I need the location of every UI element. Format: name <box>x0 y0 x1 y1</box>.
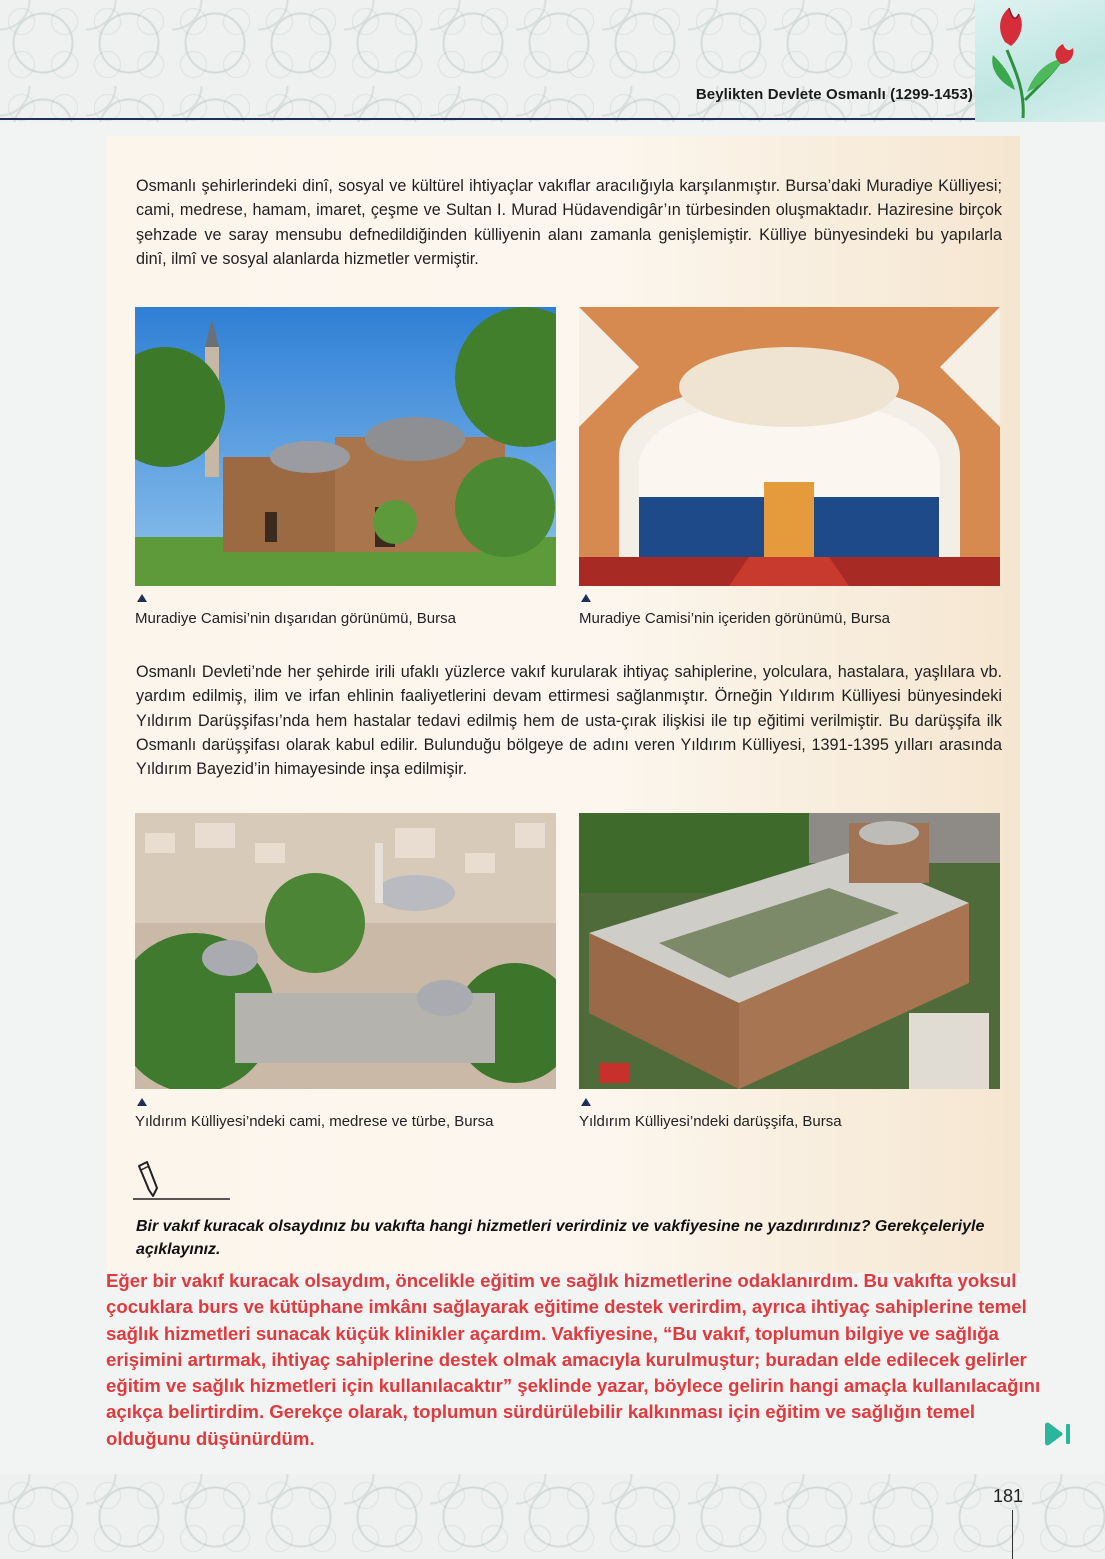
caption-marker <box>581 594 591 602</box>
header-pattern <box>0 0 1105 122</box>
photo-yildirim-complex <box>135 813 556 1089</box>
photo-caption: Muradiye Camisi’nin dışarıdan görünümü, Bursa <box>135 610 456 627</box>
photo-caption: Yıldırım Külliyesi’ndeki cami, medrese ve türbe, Bursa <box>135 1113 494 1130</box>
header-divider <box>0 118 975 120</box>
pencil-activity <box>133 1160 233 1207</box>
photo-yildirim-darussifa <box>579 813 1000 1089</box>
page-number: 181 <box>993 1486 1024 1506</box>
student-answer: Eğer bir vakıf kuracak olsaydım, öncelikle eğitim ve sağlık hizmetlerine odaklanırdım. Bu vakıfta yoksul çocuklara burs ve kütüphane imkânı sağlayarak eğitime destek verirdim, ayrıca ihtiyaç sahiplerine temel sağlık hizmetleri sunacak küçük klinikler açardım. Vakfiyesine, “Bu vakıf, toplumun bilgiye ve sağlığa erişimini artırmak, ihtiyaç sahiplerine destek olmak amacıyla kurulmuştur; buradan elde edilecek gelirler eğitim ve sağlık hizmetleri için kullanılacaktır” şeklinde yazar, böylece gelirin hangi amaçla kullanılacağını açıkça belirtirdim. Gerekçe olarak, toplumun sürdürülebilir kalkınması için eğitim ve sağlığın temel olduğunu düşünürdüm. <box>106 1270 1041 1449</box>
photo-muradiye-interior <box>579 307 1000 586</box>
corner-decoration <box>975 0 1105 122</box>
photo-caption: Muradiye Camisi’nin içeriden görünümü, Bursa <box>579 610 890 627</box>
photo-caption: Yıldırım Külliyesi’ndeki darüşşifa, Bursa <box>579 1113 842 1130</box>
tulip-icon <box>975 0 1105 122</box>
next-page-button[interactable] <box>1043 1422 1073 1451</box>
activity-question: Bir vakıf kuracak olsaydınız bu vakıfta hangi hizmetleri verirdiniz ve vakfiyesine ne yazdırırdınız? Gerekçeleriyle açıklayınız. <box>136 1218 985 1258</box>
caption-marker <box>581 1098 591 1106</box>
caption-marker <box>137 1098 147 1106</box>
intro-paragraph: Osmanlı şehirlerindeki dinî, sosyal ve kültürel ihtiyaçlar vakıflar aracılığıyla karşılanmıştır. Bursa’daki Muradiye Külliyesi; cami, medrese, hamam, imaret, çeşme ve Sultan I. Murad Hüdavendigâr’ın türbesinden oluşmaktadır. Haziresine birçok şehzade ve saray mensubu defnedildiğinden külliyenin alanı zamanla genişlemiştir. Külliye bünyesindeki bu yapılarla dinî, ilmî ve sosyal alanlarda hizmetler vermiştir. <box>136 177 1002 268</box>
second-paragraph: Osmanlı Devleti’nde her şehirde irili ufaklı yüzlerce vakıf kurularak ihtiyaç sahiplerine, yolculara, hastalara, yaşlılara vb. yardım edilmiş, ilim ve irfan ehlinin faaliyetlerini devam ettirmesi sağlanmıştır. Örneğin Yıldırım Külliyesi bünyesindeki Yıldırım Darüşşifası’nda hem hastalar tedavi edilmiş hem de usta-çırak ilişkisi ile tıp eğitimi verilmiştir. Bu darüşşifa ilk Osmanlı darüşşifası olarak kabul edilir. Bulunduğu bölgeye de adını veren Yıldırım Külliyesi, 1391-1395 yılları arasında Yıldırım Bayezid’in himayesinde inşa edilmişir. <box>136 663 1002 779</box>
chapter-title: Beylikten Devlete Osmanlı (1299-1453) <box>695 86 973 103</box>
pencil-icon <box>133 1160 233 1202</box>
next-page-icon <box>1043 1422 1073 1446</box>
page-number-rule <box>1012 1510 1013 1559</box>
photo-muradiye-exterior <box>135 307 556 586</box>
caption-marker <box>137 594 147 602</box>
footer-pattern <box>0 1474 1105 1559</box>
